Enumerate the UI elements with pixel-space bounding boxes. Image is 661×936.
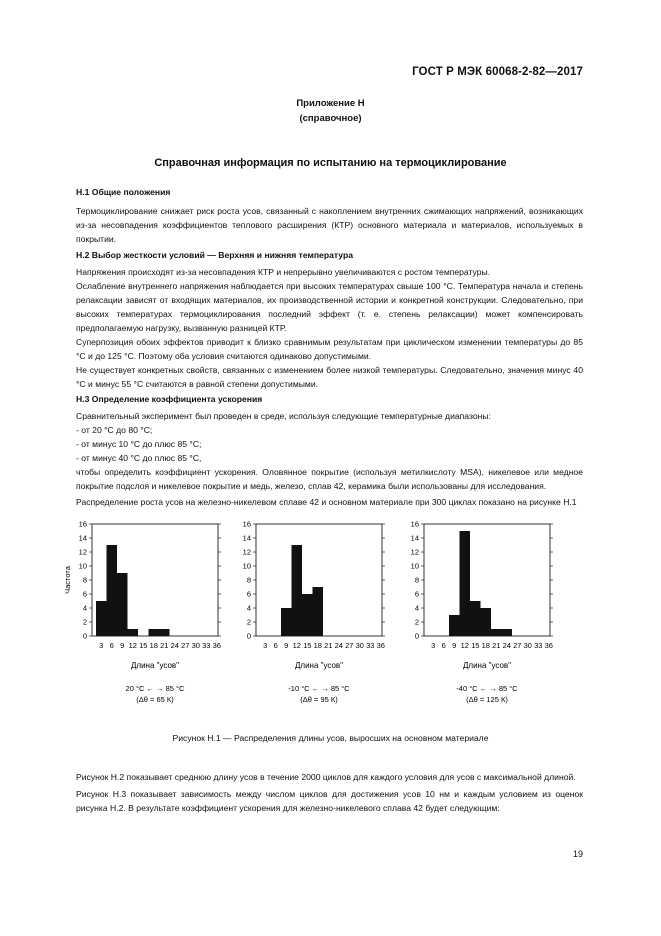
y-axis-label: Частота: [63, 566, 72, 594]
histogram-bar: [107, 545, 118, 636]
x-tick-label: 30: [355, 641, 364, 650]
y-tick-label: 16: [410, 519, 419, 529]
list-item: - от минус 40 °С до плюс 85 °С,: [76, 453, 202, 463]
figure-caption: Рисунок Н.1 — Распределения длины усов, выросших на основном материале: [172, 733, 489, 743]
condition-label: 20 °С ← → 85 °С: [125, 684, 185, 693]
histogram-bar: [313, 587, 324, 636]
y-tick-label: 16: [78, 519, 87, 529]
histogram-bar: [449, 615, 460, 636]
annex-heading: [0, 96, 661, 126]
x-tick-label: 6: [441, 641, 446, 650]
histogram-bar: [491, 629, 502, 636]
x-axis-label: Длина "усов": [130, 661, 180, 670]
condition-label: -10 °С ← → 85 °С: [288, 684, 350, 693]
x-tick-label: 18: [149, 641, 158, 650]
y-tick-label: 10: [78, 561, 87, 571]
y-tick-label: 0: [246, 631, 251, 641]
annex-subtitle: (справочное): [299, 113, 362, 124]
y-tick-label: 2: [246, 617, 251, 627]
y-tick-label: 2: [414, 617, 419, 627]
x-tick-label: 21: [492, 641, 501, 650]
paragraph-n3-ref: Рисунок Н.3 показывает зависимость между числом циклов для достижения усов 10 нм и каждым условием из оценок рисунка Н.2. В результате коэффициент ускорения для железно-никелевого сплава 42 будет следующим:: [76, 789, 583, 813]
x-tick-label: 15: [139, 641, 148, 650]
x-tick-label: 24: [334, 641, 343, 650]
x-tick-label: 33: [534, 641, 543, 650]
x-tick-label: 24: [502, 641, 511, 650]
y-tick-label: 10: [410, 561, 419, 571]
y-tick-label: 10: [242, 561, 251, 571]
after-body: [76, 770, 583, 815]
x-tick-label: 12: [292, 641, 301, 650]
x-tick-label: 27: [513, 641, 522, 650]
standard-designation: ГОСТ Р МЭК 60068-2-82—2017: [412, 66, 583, 78]
x-tick-label: 27: [345, 641, 354, 650]
figure-h1-charts: [60, 518, 600, 718]
y-tick-label: 8: [246, 575, 251, 585]
y-tick-label: 6: [246, 589, 251, 599]
x-tick-label: 36: [544, 641, 553, 650]
y-tick-label: 4: [82, 603, 87, 613]
x-tick-label: 15: [303, 641, 312, 650]
x-tick-label: 18: [481, 641, 490, 650]
x-tick-label: 36: [212, 641, 221, 650]
x-tick-label: 6: [109, 641, 114, 650]
condition-label: -40 °С ← → 85 °С: [456, 684, 518, 693]
histogram-bar: [460, 531, 471, 636]
x-tick-label: 30: [523, 641, 532, 650]
paragraph-n2b: Ослабление внутреннего напряжения наблюдается при высоких температурах свыше 100 °С. Температура начала и степень релаксации зависят от входящих материалов, их производственной истории и конкретной конструкции. Следовательно, при высоких температурах термоциклирования последний эффект (т. е. степень релаксации) может компенсировать предполагаемую нагрузку, вызванную разницей КТР.: [76, 281, 583, 333]
page-number: 19: [572, 849, 583, 859]
x-tick-label: 3: [431, 641, 436, 650]
x-axis-label: Длина "усов": [462, 661, 512, 670]
histogram-bar: [502, 629, 513, 636]
y-tick-label: 14: [242, 533, 251, 543]
y-tick-label: 4: [414, 603, 419, 613]
histogram-bar: [302, 594, 313, 636]
y-tick-label: 8: [414, 575, 419, 585]
x-tick-label: 3: [263, 641, 268, 650]
list-item: - от 20 °С до 80 °С;: [76, 425, 153, 435]
y-tick-label: 6: [414, 589, 419, 599]
x-tick-label: 12: [128, 641, 137, 650]
heading-n3: Н.3 Определение коэффициента ускорения: [76, 394, 263, 404]
paragraph-n2d: Не существует конкретных свойств, связанных с изменением более низкой температуры. Следовательно, значения минус 40 °С и минус 55 °С считаются в равной степени допустимыми.: [76, 365, 583, 389]
y-tick-label: 12: [242, 547, 251, 557]
histogram-bar: [481, 608, 492, 636]
y-tick-label: 8: [82, 575, 87, 585]
y-tick-label: 6: [82, 589, 87, 599]
histogram-bar: [128, 629, 139, 636]
x-tick-label: 27: [181, 641, 190, 650]
y-tick-label: 14: [410, 533, 419, 543]
paragraph-n3b: чтобы определить коэффициент ускорения. Оловянное покрытие (используя метилкислоту MSA), никелевое или медное покрытие подслоя и никелевое покрытие и медь, железо, сплав 42, керамика были использованы для исследования.: [76, 467, 583, 491]
paragraph-n3a: Сравнительный эксперимент был проведен в среде, используя следующие температурные диапазоны:: [76, 411, 491, 421]
x-tick-label: 33: [366, 641, 375, 650]
paragraph-n1: Термоциклирование снижает риск роста усов, связанный с накоплением внутренних сжимающих напряжений, возникающих из-за несовпадения коэффициентов теплового расширения (КТР) основного материала и материалов, используемых в покрытии.: [76, 206, 583, 244]
y-tick-label: 16: [242, 519, 251, 529]
x-tick-label: 18: [313, 641, 322, 650]
section-body: [76, 185, 583, 509]
histogram-bar: [96, 601, 107, 636]
x-tick-label: 21: [160, 641, 169, 650]
histogram-bar: [159, 629, 170, 636]
x-axis-label: Длина "усов": [294, 661, 344, 670]
heading-n1: Н.1 Общие положения: [76, 187, 171, 197]
annex-title: Приложение Н: [296, 98, 365, 109]
x-tick-label: 9: [120, 641, 125, 650]
x-tick-label: 9: [452, 641, 457, 650]
x-tick-label: 15: [471, 641, 480, 650]
x-tick-label: 36: [376, 641, 385, 650]
paragraph-n2c: Суперпозиция обоих эффектов приводит к близко сравнимым результатам при циклическом изменении температуры до 85 °С и до 125 °С. Поэтому оба условия считаются одинаково допустимыми.: [76, 337, 583, 361]
x-tick-label: 33: [202, 641, 211, 650]
y-tick-label: 12: [410, 547, 419, 557]
y-tick-label: 2: [82, 617, 87, 627]
x-tick-label: 24: [170, 641, 179, 650]
y-tick-label: 14: [78, 533, 87, 543]
histogram-bar: [117, 573, 128, 636]
main-title: Справочная информация по испытанию на термоциклирование: [154, 157, 507, 169]
paragraph-n2-ref: Рисунок Н.2 показывает среднюю длину усов в течение 2000 циклов для каждого условия для усов с максимальной длиной.: [76, 772, 576, 782]
paragraph-n2a: Напряжения происходят из-за несовпадения КТР и непрерывно увеличиваются с ростом температуры.: [76, 267, 491, 277]
histogram-bar: [149, 629, 160, 636]
x-tick-label: 21: [324, 641, 333, 650]
x-tick-label: 30: [191, 641, 200, 650]
y-tick-label: 0: [82, 631, 87, 641]
y-tick-label: 4: [246, 603, 251, 613]
x-tick-label: 9: [284, 641, 289, 650]
histogram-bar: [281, 608, 292, 636]
histogram-bar: [470, 601, 481, 636]
x-tick-label: 12: [460, 641, 469, 650]
delta-label: (Δθ = 95 К): [300, 695, 338, 704]
y-tick-label: 0: [414, 631, 419, 641]
paragraph-n3c: Распределение роста усов на железно-никелевом сплаве 42 и основном материале при 300 циклах показано на рисунке Н.1: [76, 497, 577, 507]
x-tick-label: 6: [273, 641, 278, 650]
list-item: - от минус 10 °С до плюс 85 °С;: [76, 439, 202, 449]
heading-n2: Н.2 Выбор жесткости условий — Верхняя и нижняя температура: [76, 250, 353, 260]
histogram-bar: [292, 545, 303, 636]
y-tick-label: 12: [78, 547, 87, 557]
x-tick-label: 3: [99, 641, 104, 650]
delta-label: (Δθ = 65 К): [136, 695, 174, 704]
delta-label: (Δθ = 125 К): [466, 695, 508, 704]
